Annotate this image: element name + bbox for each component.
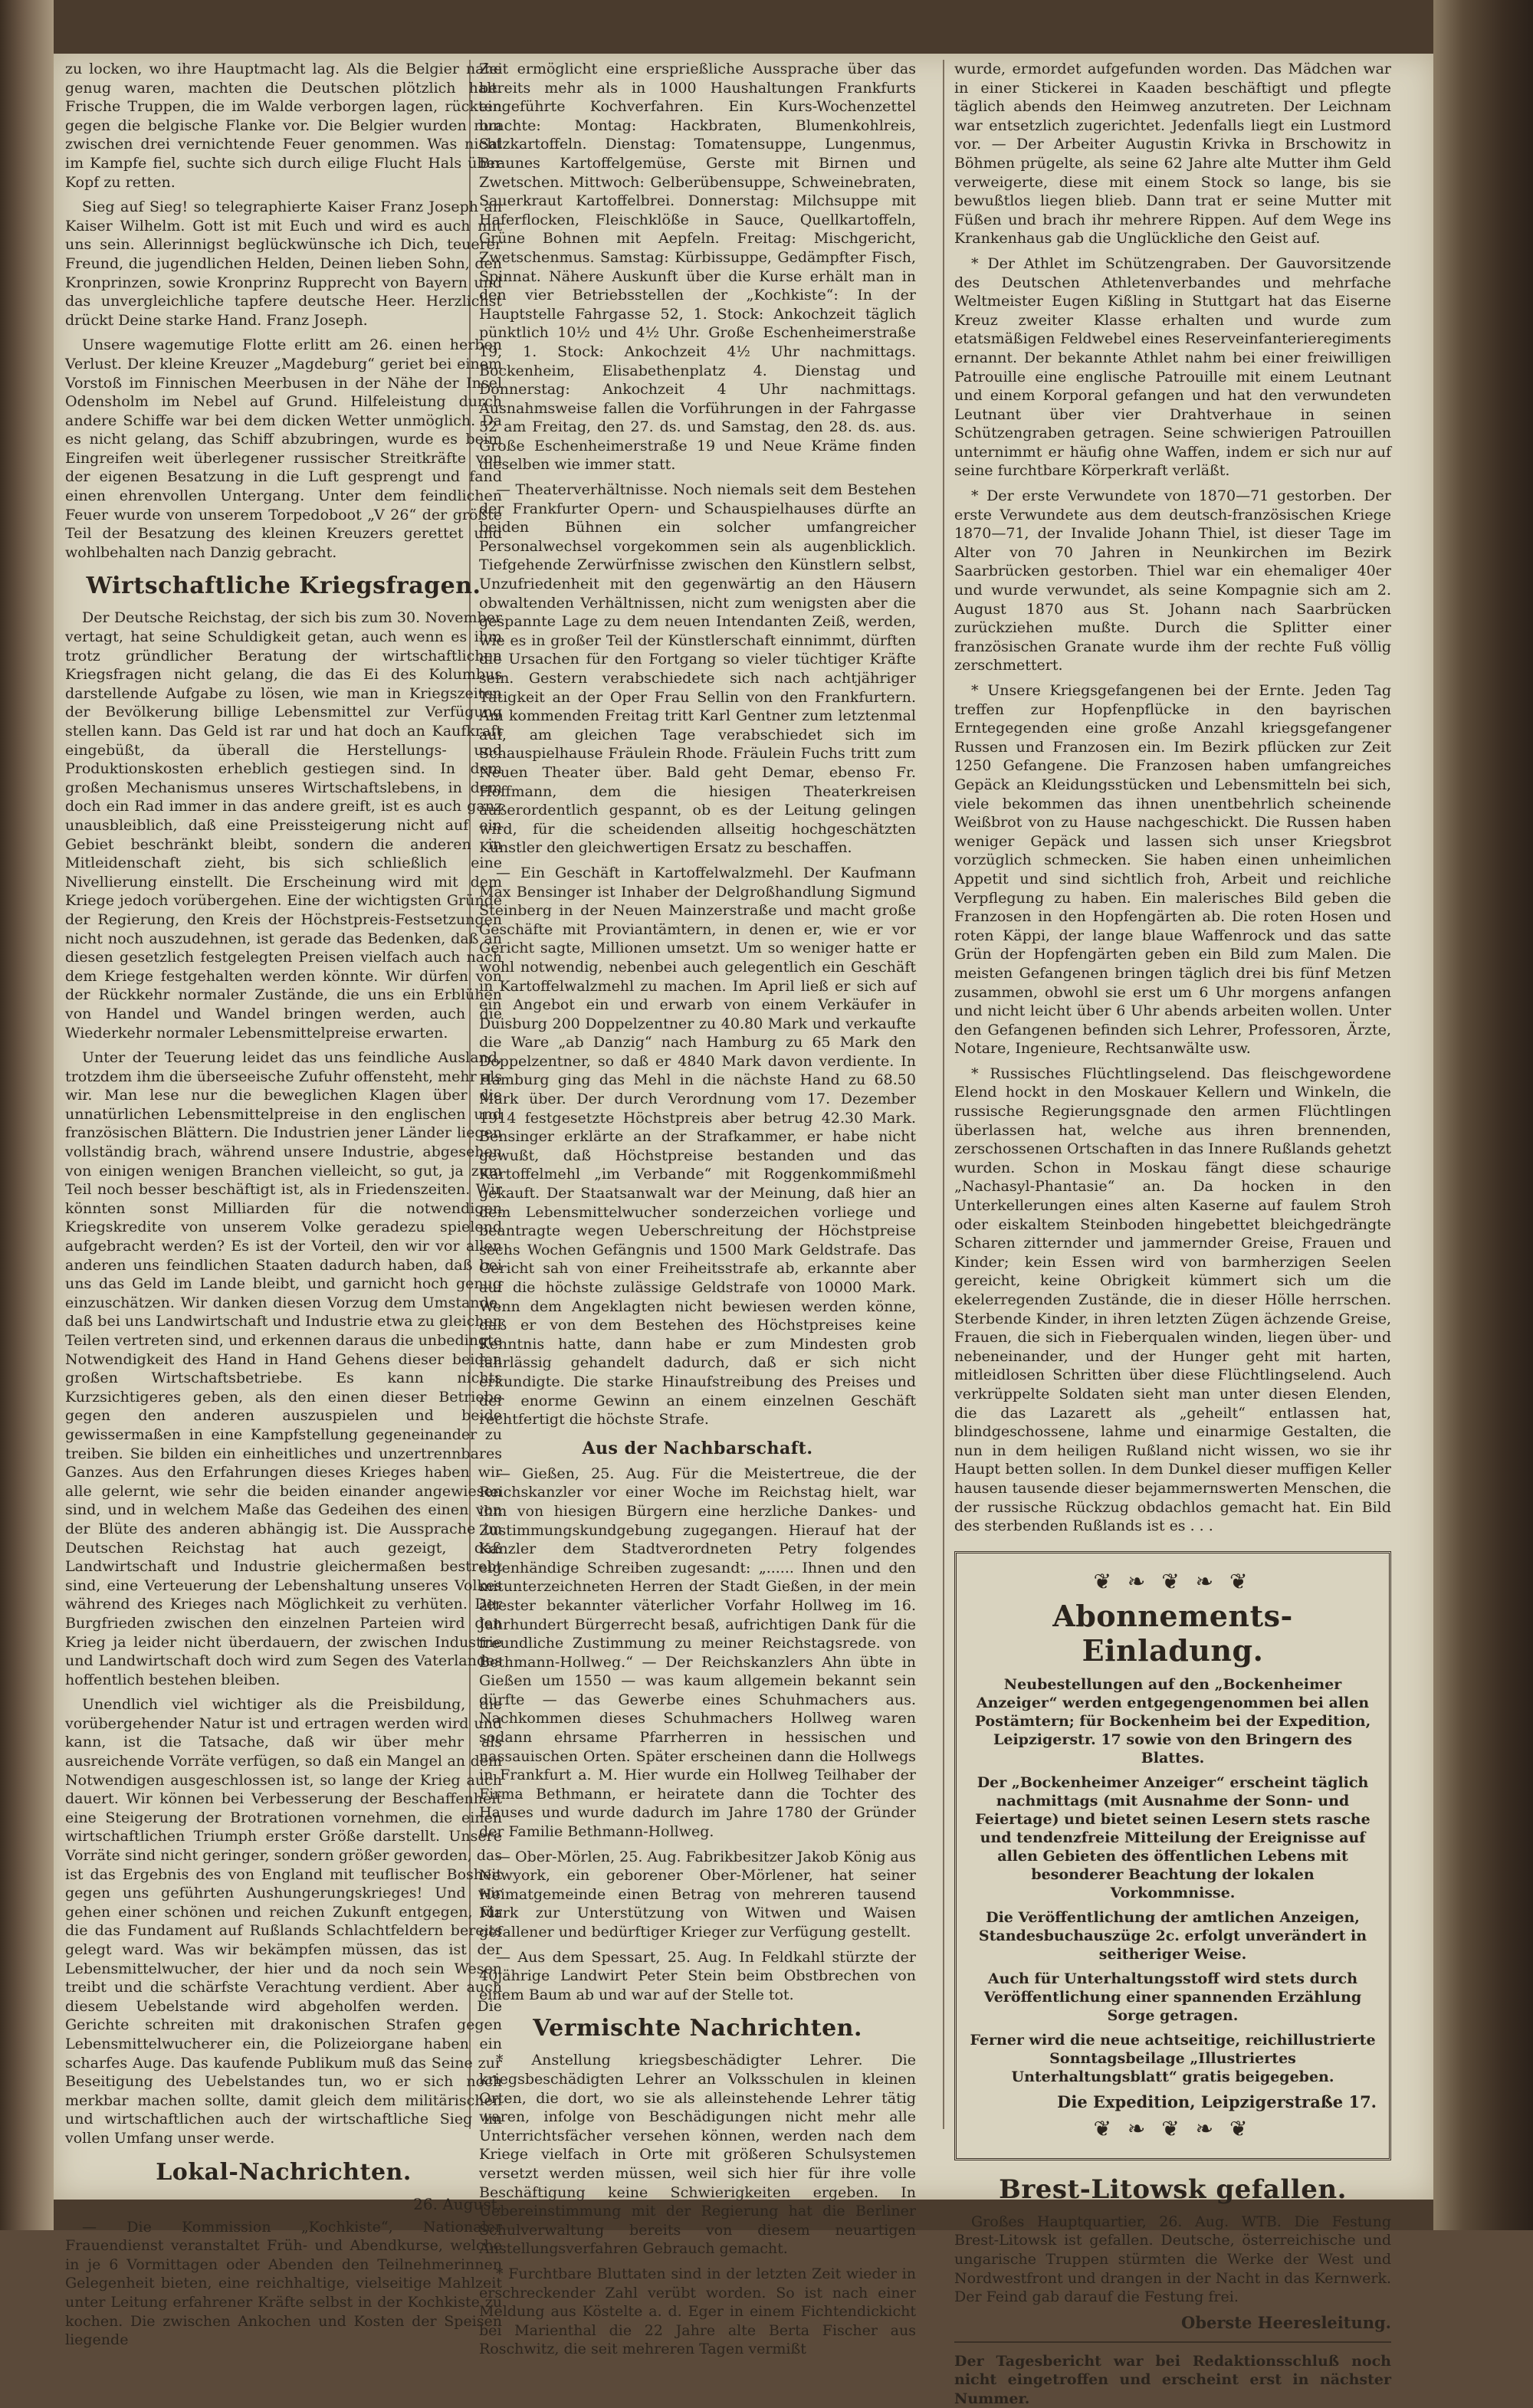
article-paragraph: — Ein Geschäft in Kartoffelwalzmehl. Der Kaufmann Max Bensinger ist Inhaber der Delgroßhandlung Sigmund Steinberg in der Neuen Mainzerstraße und macht große Geschäfte mit Proviantämtern, in denen er, wie er vor Gericht sagte, Millionen umsetzt. Um so weniger hatte er wohl notwendig, nebenbei auch gelegentlich ein Geschäft in Kartoffelwalzmehl zu machen. Im April ließ er sich auf ein Angebot ein und erwarb von einem Verkäufer in Duisburg 200 Doppelzentner zu 40.80 Mark und verkaufte die Ware „ab Danzig“ nach Hamburg zu 65 Mark den Doppelzentner, so daß er 4840 Mark davon verdiente. In Hamburg ging das Mehl in die nächste Hand zu 68.50 Mark über. Der durch Verordnung vom 17. Dezember 1914 festgesetzte Höchstpreis aber betrug 42.30 Mark. Bensinger erklärte an der Strafkammer, er habe nicht gewußt, daß Höchstpreise bestanden und das Kartoffelmehl „im Verbande“ mit Roggenkommißmehl gekauft. Der Staatsanwalt war der Meinung, daß hier an dem Lebensmittelwucher sonderzeichen vorliege und beantragte wegen Ueberschreitung der Höchstpreise sechs Wochen Gefängnis und 1500 Mark Geldstrafe. Das Gericht sah von einer Freiheitsstrafe ab, erkannte aber auf die höchste zulässige Geldstrafe von 10000 Mark. Wenn dem Angeklagten nicht bewiesen werden könne, daß er von dem Bestehen des Höchstpreises keine Kenntnis hatte, dann habe er zum Mindesten grob fahrlässig gehandelt dadurch, daß er sich nicht erkundigte. Die starke Hinaufstreibung des Preises und der enorme Gewinn an einem einzelnen Geschäft rechtfertigt die höchste Strafe.: [479, 864, 916, 1429]
column-1: [65, 60, 502, 2349]
section-heading-wirtschaft: Wirtschaftliche Kriegsfragen.: [86, 572, 481, 600]
article-paragraph: * Der erste Verwundete von 1870—71 gestorben. Der erste Verwundete aus dem deutsch-französischen Kriege 1870—71, der Invalide Johann Thiel, ist dieser Tage im Alter von 70 Jahren in Neunkirchen im Bezirk Saarbrücken gestorben. Thiel war ein ehemaliger 40er und wurde verwundet, als seine Kompagnie sich am 2. August 1870 aus St. Johann nach Saarbrücken zurückziehen mußte. Durch die Splitter einer französischen Granate wurde ihm der rechte Fuß völlig zerschmettert.: [954, 487, 1391, 674]
dateline: 26. August.: [413, 2194, 502, 2213]
ornament-divider: ❦ ❧ ❦ ❧ ❦: [1093, 2115, 1252, 2141]
article-paragraph: — Gießen, 25. Aug. Für die Meistertreue, die der Reichskanzler vor einer Woche im Reichstag hielt, war ihm von hiesigen Bürgern eine herzliche Dankes- und Zustimmungskundgebung zugegangen. Hierauf hat der Kanzler dem Stadtverordneten Petry folgendes eigenhändige Schreiben zugesandt: „...... Ihnen und den mitunterzeichneten Herren der Stadt Gießen, in der mein ältester bekannter väterlicher Vorfahr Hollweg im 16. Jahrhundert Bürgerrecht besaß, aufrichtigen Dank für die freundliche Zustimmung zu meiner Reichstagsrede. von Bethmann-Hollweg.“ — Der Reichskanzlers Ahn übte in Gießen um 1550 — was kaum allgemein bekannt sein dürfte — das Gewerbe eines Schuhmachers aus. Nachkommen dieses Schuhmachers Hollweg waren sodann ehrsame Pfarrherren in hessischen und nassauischen Orten. Später erscheinen dann die Hollwegs in Frankfurt a. M. Hier wurde ein Hollweg Teilhaber der Firma Bethmann, er heiratete dann die Tochter des Hauses und wurde dadurch im Jahre 1780 der Gründer der Familie Bethmann-Hollweg.: [479, 1465, 916, 1841]
article-paragraph: * Russisches Flüchtlingselend. Das fleischgewordene Elend hockt in den Moskauer Kellern und Winkeln, die russische Regierungsgnade den armen Flüchtlingen überlassen hat, welche aus ihren brennenden, zerschossenen Ortschaften in das Innere Rußlands gehetzt wurden. Schon in Moskau fängt diese schaurige „Nachasyl-Phantasie“ an. Da hocken in den Unterkellerungen eines alten Kaserne auf faulem Stroh oder eiskaltem Steinboden hingebettet bleichgedrängte Scharen zitternder und jammernder Greise, Frauen und Kinder; kein Essen wird von barmherzigen Seelen gereicht, keine Obrigkeit kümmert sich um die ekelerregenden Zustände, die in dieser Hölle herrschen. Sterbende Kinder, in ihren letzten Zügen ächzende Greise, Frauen, die sich in Fieberqualen winden, liegen über- und nebeneinander, und der Hunger geht mit harten, mitleidlosen Schritten über diese Flüchtlingselend. Auch verkrüppelte Soldaten sieht man unter diesen Elenden, die das Lazarett als „geheilt“ entlassen hat, blindgeschossene, lahme und einarmige Gestalten, die nun in dem heiligen Rußland nicht wissen, wo sie ihr Haupt betten sollen. In dem Dunkel dieser muffigen Keller hausen tausende dieser bejammernswerten Menschen, die der russische Rückzug obdachlos gemacht hat. Ein Bild des sterbenden Rußlands ist es . . .: [954, 1065, 1391, 1535]
column-2: [479, 60, 916, 2358]
ad-paragraph: Die Veröffentlichung der amtlichen Anzeigen, Standesbuchauszüge 2c. erfolgt unverändert in seitheriger Weise.: [978, 1908, 1367, 1963]
ornament-divider: ❦ ❧ ❦ ❧ ❦: [1093, 1568, 1252, 1594]
section-heading-vermischt: Vermischte Nachrichten.: [533, 2015, 862, 2042]
subscription-ad-title: Abonnements-Einladung.: [1052, 1598, 1293, 1668]
brest-litowsk-bulletin: [954, 2174, 1391, 2408]
article-paragraph: Der Deutsche Reichstag, der sich bis zum 30. November vertagt, hat seine Schuldigkeit getan, auch wenn es ihm trotz gründlicher Beratung der wirtschaftlichen Kriegsfragen nicht gelang, die das Ei des Kolumbus darstellende Aufgabe zu lösen, wie man in Kriegszeiten der Bevölkerung billige Lebensmittel zur Verfügung stellen kann. Das Geld ist rar und hat doch an Kaufkraft eingebüßt, da überall die Herstellungs- und Produktionskosten erheblich gestiegen sind. In dem großen Mechanismus unseres Wirtschaftslebens, in dem doch ein Rad immer in das andere greift, ist es auch ganz unausbleiblich, daß eine Preissteigerung nicht auf ein Gebiet beschränkt bleibt, sondern die anderen in Mitleidenschaft zieht, bis sich schließlich eine Nivellierung einstellt. Die Erscheinung wird mit dem Kriege jedoch vorübergehen. Eine der wichtigsten Gründe der Regierung, den Kreis der Höchstpreis-Festsetzungen nicht noch auszudehnen, ist gerade das Bedenken, daß an diesen gesetzlich festgelegten Preisen vielfach auch nach dem Kriege festgehalten werden könnte. Wir dürfen von der Rückkehr normaler Zustände, die uns ein Erblühen von Handel und Wandel bringen werden, auch die Wiederkehr normaler Lebensmittelpreise erwarten.: [65, 609, 502, 1042]
article-paragraph: zu locken, wo ihre Hauptmacht lag. Als die Belgier nahe genug waren, machten die Deutschen plötzlich halt. Frische Truppen, die im Walde verborgen lagen, rückten gegen die belgische Flanke vor. Die Belgier wurden nun zwischen drei vernichtende Feuer genommen. Was nicht im Kampfe fiel, suchte sich durch eilige Flucht Hals über Kopf zu retten.: [65, 61, 502, 191]
article-paragraph: — Ober-Mörlen, 25. Aug. Fabrikbesitzer Jakob König aus Newyork, ein geborener Ober-Mörlener, hat seiner Heimatgemeinde einen Betrag von mehreren tausend Mark zur Unterstützung von Witwen und Waisen gefallener und bedürftiger Krieger zur Verfügung gestellt.: [479, 1848, 916, 1941]
bulletin-signature: Oberste Heeresleitung.: [1181, 2312, 1391, 2332]
bulletin-paragraph: Großes Hauptquartier, 26. Aug. WTB. Die Festung Brest-Litowsk ist gefallen. Deutsche, österreichische und ungarische Truppen stürmten die Werke der West und Nordwestfront und drangen in der Nacht in das Kernwerk. Der Feind gab darauf die Festung frei.: [954, 2213, 1391, 2306]
ad-paragraph: Ferner wird die neue achtseitige, reichillustrierte Sonntagsbeilage „Illustriertes Unterhaltungsblatt“ gratis beigegeben.: [970, 2031, 1376, 2085]
article-paragraph: * Furchtbare Bluttaten sind in der letzten Zeit wieder in erschreckender Zahl verübt worden. So ist nach einer Meldung aus Köstelte a. d. Eger in einem Fichtendickicht bei Marienthal die 22 Jahre alte Berta Fischer aus Roschwitz, die seit mehreren Tagen vermißt: [479, 2265, 916, 2358]
editorial-note: Der Tagesbericht war bei Redaktionsschluß noch nicht eingetroffen und erscheint erst in nächster Nummer.: [954, 2352, 1391, 2407]
ad-signature: Die Expedition, Leipzigerstraße 17.: [1057, 2091, 1377, 2111]
article-paragraph: Unsere wagemutige Flotte erlitt am 26. einen herben Verlust. Der kleine Kreuzer „Magdeburg“ geriet bei einem Vorstoß im Finnischen Meerbusen in der Nähe der Insel Odensholm im Nebel auf Grund. Hilfeleistung durch andere Schiffe war bei dem dicken Wetter unmöglich. Da es nicht gelang, das Schiff abzubringen, wurde es beim Eingreifen weit überlegener russischer Streitkräfte von der eigenen Besatzung in die Luft gesprengt und fand einen ehrenvollen Untergang. Unter dem feindlichen Feuer wurde von unserem Torpedoboot „V 26“ der größte Teil der Besatzung des kleinen Kreuzers gerettet und wohlbehalten nach Danzig gebracht.: [65, 336, 502, 561]
article-paragraph: * Der Athlet im Schützengraben. Der Gauvorsitzende des Deutschen Athletenverbandes und mehrfache Weltmeister Eugen Kißling in Stuttgart hat das Eiserne Kreuz zweiter Klasse erhalten und wurde zum etatsmäßigen Feldwebel eines Reserveinfanterieregiments ernannt. Der bekannte Athlet nahm bei einer freiwilligen Patrouille eine englische Patrouille mit einem Leutnant und einem Korporal gefangen und hat den verwundeten Leutnant über vier Drahtverhaue in seinen Schützengraben getragen. Seine schwierigen Patrouillen unternimmt er häufig ohne Waffen, indem er sich nur auf seine furchtbare Körperkraft verläßt.: [954, 254, 1391, 480]
article-paragraph: * Unsere Kriegsgefangenen bei der Ernte. Jeden Tag treffen zur Hopfenpflücke in den bayrischen Erntegegenden eine große Anzahl kriegsgefangener Russen und Franzosen ein. Im Bezirk pflücken zur Zeit 1250 Gefangene. Die Franzosen haben umfangreiches Gepäck an Kleidungsstücken und Lebensmitteln bei sich, viele bekommen das ihnen unentbehrlich scheinende Weißbrot von zu Hause nachgeschickt. Die Russen haben weniger Gepäck und lassen sich unser Kriegsbrot vorzüglich schmecken. Sie haben einen unheimlichen Appetit und sind sichtlich froh, Arbeit und reichliche Verpflegung zu haben. Ein malerisches Bild geben die Franzosen in den Hopfengärten ab. Die roten Hosen und roten Käppi, der lange blaue Waffenrock und das satte Grün der Hopfengärten geben ein Bild zum Malen. Die meisten Gefangenen bringen täglich drei bis fünf Metzen zusammen, obwohl sie erst um 6 Uhr morgens anfangen und nicht leicht über 6 Uhr abends arbeiten wollen. Unter den Gefangenen befinden sich Lehrer, Professoren, Ärzte, Notare, Ingenieure, Rechtsanwälte usw.: [954, 682, 1391, 1058]
article-paragraph: * Anstellung kriegsbeschädigter Lehrer. Die kriegsbeschädigten Lehrer an Volksschulen in kleinen Orten, die dort, wo sie als alleinstehende Lehrer tätig waren, infolge von Beschädigungen nicht mehr alle Unterrichtsfächer versehen können, werden nach dem Kriege vielfach in Orte mit größeren Schulsystemen versetzt werden müssen, weil sich hier für ihre volle Beschäftigung keine Schwierigkeiten ergeben. In Uebereinstimmung mit der Regierung hat die Berliner Schulverwaltung bereits von diesem neuartigen Anstellungsverfahren Gebrauch gemacht.: [479, 2052, 916, 2258]
article-paragraph: Zeit ermöglicht eine ersprießliche Aussprache über das bereits mehr als in 1000 Haushaltungen Frankfurts eingeführte Kochverfahren. Ein Kurs-Wochenzettel brachte: Montag: Hackbraten, Blumenkohlreis, Salzkartoffeln. Dienstag: Tomatensuppe, Lungenmus, Braunes Kartoffelgemüse, Gerste mit Birnen und Zwetschen. Mittwoch: Gelberübensuppe, Schweinebraten, Sauerkraut Kartoffelbrei. Donnerstag: Milchsuppe mit Haferflocken, Fleischklöße in Sauce, Quellkartoffeln, Grüne Bohnen mit Aepfeln. Freitag: Mischgericht, Zwetschenmus. Samstag: Kürbissuppe, Gedämpfter Fisch, Spinnat. Nähere Auskunft über die Kurse erhält man in den vier Betriebsstellen der „Kochkiste“: In der Hauptstelle Fahrgasse 52, 1. Stock: Ankochzeit täglich pünktlich 10½ und 4½ Uhr. Große Eschenheimerstraße 19, 1. Stock: Ankochzeit 4½ Uhr nachmittags. Bockenheim, Elisabethenplatz 4. Dienstag und Donnerstag: Ankochzeit 4 Uhr nachmittags. Ausnahmsweise fallen die Vorführungen in der Fahrgasse 52 am Freitag, den 27. ds. und Samstag, den 28. ds. aus. Große Eschenheimerstraße 19 und Neue Kräme finden dieselben wie immer statt.: [479, 61, 916, 474]
column-3: [954, 60, 1391, 2407]
article-paragraph: — Aus dem Spessart, 25. Aug. In Feldkahl stürzte der 40jährige Landwirt Peter Stein beim Obstbrechen von einem Baum ab und war auf der Stelle tot.: [479, 1948, 916, 2003]
ad-paragraph: Auch für Unterhaltungsstoff wird stets durch Veröffentlichung einer spannenden Erzählung Sorge getragen.: [983, 1970, 1362, 2024]
subscription-ad-box: [954, 1551, 1391, 2160]
article-paragraph: — Die Kommission „Kochkiste“, Nationaler Frauendienst veranstaltet Früh- und Abendkurse, welche in je 6 Vormittagen oder Abenden den Teilnehmerinnen Gelegenheit bieten, eine reichhaltige, vielseitige Mahlzeit unter Leitung erfahrener Kräfte selbst in der Kochkiste zu kochen. Die zwischen Ankochen und Kosten der Speisen liegende: [65, 2218, 502, 2349]
book-spine: [1433, 0, 1533, 2230]
article-paragraph: wurde, ermordet aufgefunden worden. Das Mädchen war in einer Stickerei in Kaaden beschäftigt und pflegte täglich abends den Heimweg anzutreten. Der Leichnam war entsetzlich zugerichtet. Jedenfalls liegt ein Lustmord vor. — Der Arbeiter Augustin Krivka in Brschowitz in Böhmen prügelte, als seine 62 Jahre alte Mutter ihm Geld verweigerte, diese mit einem Stock so lange, bis sie bewußtlos liegen blieb. Dann trat er seine Mutter mit Füßen und brach ihr mehrere Rippen. Auf dem Wege ins Krankenhaus gab die Unglückliche den Geist auf.: [954, 61, 1391, 248]
section-heading-lokal: Lokal-Nachrichten.: [156, 2158, 412, 2186]
article-paragraph: Unendlich viel wichtiger als die Preisbildung, die vorübergehender Natur ist und ertragen werden wird und kann, ist die Tatsache, daß wir über mehr als ausreichende Vorräte verfügen, so daß ein Mangel an dem Notwendigen ausgeschlossen ist, so lange der Krieg auch dauert. Wir können bei Verbesserung der Beschaffenheit eine Steigerung der Brotrationen vornehmen, die einen wirtschaftlichen Triumph erster Größe darstellt. Unsere Vorräte sind nicht geringer, sondern größer geworden, das ist das Ergebnis des von England mit teuflischer Bosheit gegen uns geführten Aushungerungskrieges! Und wir gehen einer schönen und reichen Zukunft entgegen, für die das Fundament auf Rußlands Schlachtfeldern bereits gelegt ward. Was wir bekämpfen müssen, das ist der Lebensmittelwucher, der hier und da noch sein Wesen treibt und die schärfste Verachtung verdient. Aber auch diesem Uebelstande wird abgeholfen werden. Die Gerichte schreiten mit drakonischen Strafen gegen Lebensmittelwucherer ein, die Polizeiorgane haben ein scharfes Auge. Das kaufende Publikum muß das Seine zur Beseitigung des Uebelstandes tun, wo er sich noch merkbar machen sollte, damit gleich dem militärischen und wirtschaftlichen auch der wirtschaftliche Sieg im vollen Umfang unser werde.: [65, 1696, 502, 2147]
bulletin-headline: Brest-Litowsk gefallen.: [999, 2173, 1347, 2205]
section-heading-nachbarschaft: Aus der Nachbarschaft.: [582, 1438, 813, 1458]
article-paragraph: Unter der Teuerung leidet das uns feindliche Ausland, trotzdem ihm die überseeische Zufuhr offensteht, mehr als wir. Man lese nur die beweglichen Klagen über die unnatürlichen Lebensmittelpreise in den englischen und französischen Blättern. Die Industrien jener Länder liegen vollständig brach, während unsere Industrie, abgesehen von einigen wenigen Branchen vielleicht, so gut, ja zum Teil noch besser beschäftigt ist, als in Friedenszeiten. Wir könnten sonst Milliarden für die notwendigen Kriegskredite von unserem Volke geradezu spielend aufgebracht werden? Es ist der Vorteil, den wir vor allen anderen uns feindlichen Staaten dadurch haben, daß bei uns das Geld im Lande bleibt, und garnicht hoch genug einzuschätzen. Wir danken diesen Vorzug dem Umstande, daß bei uns Landwirtschaft und Industrie etwa zu gleichen Teilen vertreten sind, und erkennen daraus die unbedingte Notwendigkeit des Hand in Hand Gehens dieser beiden großen Wirtschaftsbetriebe. Es kann nichts Kurzsichtigeres geben, als den einen dieser Betriebe gegen den anderen auszuspielen und beide gewissermaßen in eine Kampfstellung gegeneinander zu treiben. Sie bilden ein einheitliches und unzertrennbares Ganzes. Aus den Erfahrungen dieses Krieges haben wir alle gelernt, wie sehr die beiden einander angewiesen sind, und in welchem Maße das Gedeihen des einen von der Blüte des anderen abhängig ist. Die Aussprache im Deutschen Reichstag hat auch gezeigt, daß Landwirtschaft und Industrie gleichermaßen bestrebt sind, eine Verteuerung der Lebenshaltung unseres Volkes während des Krieges nach Möglichkeit zu verhüten. Der Burgfrieden zwischen den einzelnen Parteien wird den Krieg ja leider nicht überdauern, der zwischen Industrie und Landwirtschaft doch wird zum Segen des Vaterlandes hoffentlich bestehen bleiben.: [65, 1049, 502, 1688]
article-paragraph: Sieg auf Sieg! so telegraphierte Kaiser Franz Joseph an Kaiser Wilhelm. Gott ist mit Euch und wird es auch mit uns sein. Allerinnigst beglückwünsche ich Dich, teuerer Freund, die jugendlichen Helden, Deinen lieben Sohn, den Kronprinzen, sowie Kronprinz Rupprecht von Bayern und das unvergleichliche tapfere deutsche Heer. Herzlichst drückt Deine starke Hand. Franz Joseph.: [65, 198, 502, 329]
divider-line: [954, 2341, 1391, 2343]
ad-paragraph: Neubestellungen auf den „Bockenheimer Anzeiger“ werden entgegengenommen bei allen Postämtern; für Bockenheim bei der Expedition, Leipzigerstr. 17 sowie von den Bringern des Blattes.: [974, 1675, 1371, 1767]
article-paragraph: — Theaterverhältnisse. Noch niemals seit dem Bestehen der Frankfurter Opern- und Schauspielhauses dürfte an beiden Bühnen ein solcher umfangreicher Personalwechsel vorgekommen sein als augenblicklich. Tiefgehende Zerwürfnisse zwischen den Künstlern selbst, Unzufriedenheit mit den gegenwärtig an den Häusern obwaltenden Verhältnissen, nicht zum wenigsten aber die gespannte Lage zu dem neuen Intendanten Zeiß, werden, wie es in großer Teil der Künstlerschaft einnimmt, dürften die Ursachen für den Fortgang so vieler tüchtiger Kräfte sein. Gestern verabschiedete sich nach achtjähriger Tätigkeit an der Oper Frau Sellin von den Frankfurtern. Am kommenden Freitag tritt Karl Gentner zum letztenmal auf, am gleichen Tage verabschiedet sich im Schauspielhause Fräulein Rhode. Fräulein Fuchs tritt zum Neuen Theater über. Bald geht Demar, ebenso Fr. Hoffmann, dem die hiesigen Theaterkreisen äußerordentlich gespannt, ob es der Leitung gelingen wird, für die scheidenden allseitig hochgeschätzten Künstler den gleichwertigen Ersatz zu beschaffen.: [479, 481, 916, 857]
column-rule: [943, 60, 944, 2129]
ad-paragraph: Der „Bockenheimer Anzeiger“ erscheint täglich nachmittags (mit Ausnahme der Sonn- und Feiertage) und bietet seinen Lesern stets rasche und tendenzfreie Mitteilung der Ereignisse auf allen Gebieten des öffentlichen Lebens mit besonderer Beachtung der lokalen Vorkommnisse.: [975, 1773, 1371, 1901]
facing-page-edge: [0, 0, 54, 2230]
